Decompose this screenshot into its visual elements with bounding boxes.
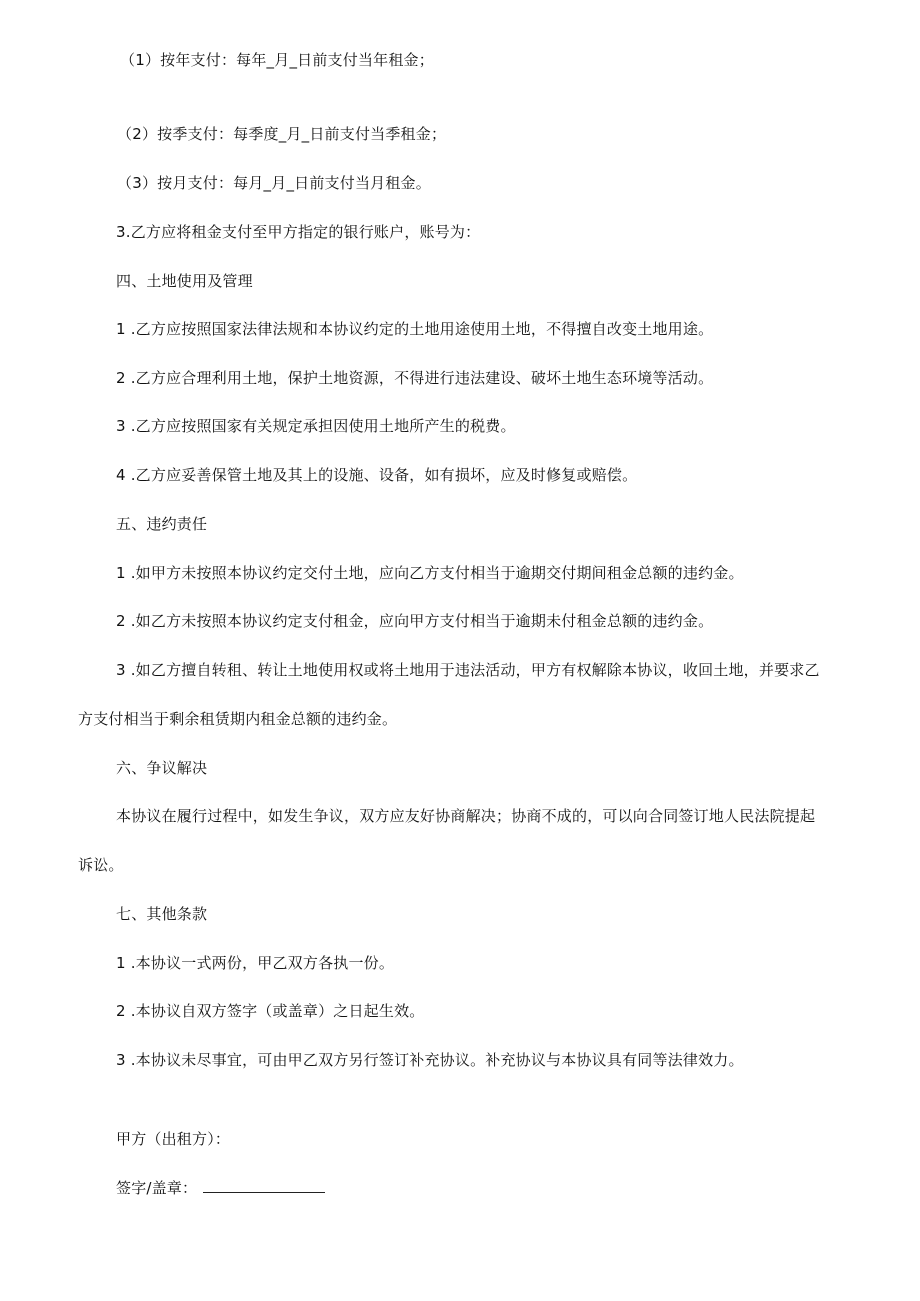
- section-6-body-line-2: 诉讼。: [78, 856, 124, 874]
- section-7-item-1: 1 .本协议一式两份，甲乙双方各执一份。: [116, 954, 395, 972]
- signature-label: 签字/盖章：: [116, 1179, 198, 1197]
- bank-account-clause: 3.乙方应将租金支付至甲方指定的银行账户，账号为：: [116, 223, 481, 241]
- section-4-item-1: 1 .乙方应按照国家法律法规和本协议约定的土地用途使用土地，不得擅自改变土地用途。: [116, 320, 714, 338]
- section-6-heading: 六、争议解决: [116, 759, 208, 777]
- section-4-item-3: 3 .乙方应按照国家有关规定承担因使用土地所产生的税费。: [116, 417, 516, 435]
- signature-row: [116, 1178, 325, 1198]
- signature-blank-line: [203, 1178, 325, 1193]
- section-6-body-line-1: 本协议在履行过程中，如发生争议，双方应友好协商解决；协商不成的，可以向合同签订地人民法院提起: [116, 807, 816, 825]
- section-4-heading: 四、土地使用及管理: [116, 272, 253, 290]
- section-5-heading: 五、违约责任: [116, 515, 208, 533]
- section-5-item-1: 1 .如甲方未按照本协议约定交付土地，应向乙方支付相当于逾期交付期间租金总额的违约金。: [116, 564, 744, 582]
- section-7-item-3: 3 .本协议未尽事宜，可由甲乙双方另行签订补充协议。补充协议与本协议具有同等法律效力。: [116, 1051, 744, 1069]
- payment-quarterly: （2）按季支付：每季度_月_日前支付当季租金；: [117, 125, 447, 143]
- section-4-item-2: 2 .乙方应合理利用土地，保护土地资源，不得进行违法建设、破坏土地生态环境等活动。: [116, 369, 714, 387]
- party-a-label: 甲方（出租方）：: [116, 1130, 231, 1148]
- section-5-item-3: 3 .如乙方擅自转租、转让土地使用权或将土地用于违法活动，甲方有权解除本协议，收回土地，并要求乙: [116, 661, 820, 679]
- section-7-heading: 七、其他条款: [116, 905, 208, 923]
- section-7-item-2: 2 .本协议自双方签字（或盖章）之日起生效。: [116, 1002, 425, 1020]
- payment-monthly: （3）按月支付：每月_月_日前支付当月租金。: [117, 174, 431, 192]
- section-5-item-3-continued: 方支付相当于剩余租赁期内租金总额的违约金。: [78, 710, 398, 728]
- payment-annual: （1）按年支付：每年_月_日前支付当年租金；: [120, 51, 434, 69]
- section-5-item-2: 2 .如乙方未按照本协议约定支付租金，应向甲方支付相当于逾期未付租金总额的违约金。: [116, 612, 714, 630]
- section-4-item-4: 4 .乙方应妥善保管土地及其上的设施、设备，如有损坏，应及时修复或赔偿。: [116, 466, 638, 484]
